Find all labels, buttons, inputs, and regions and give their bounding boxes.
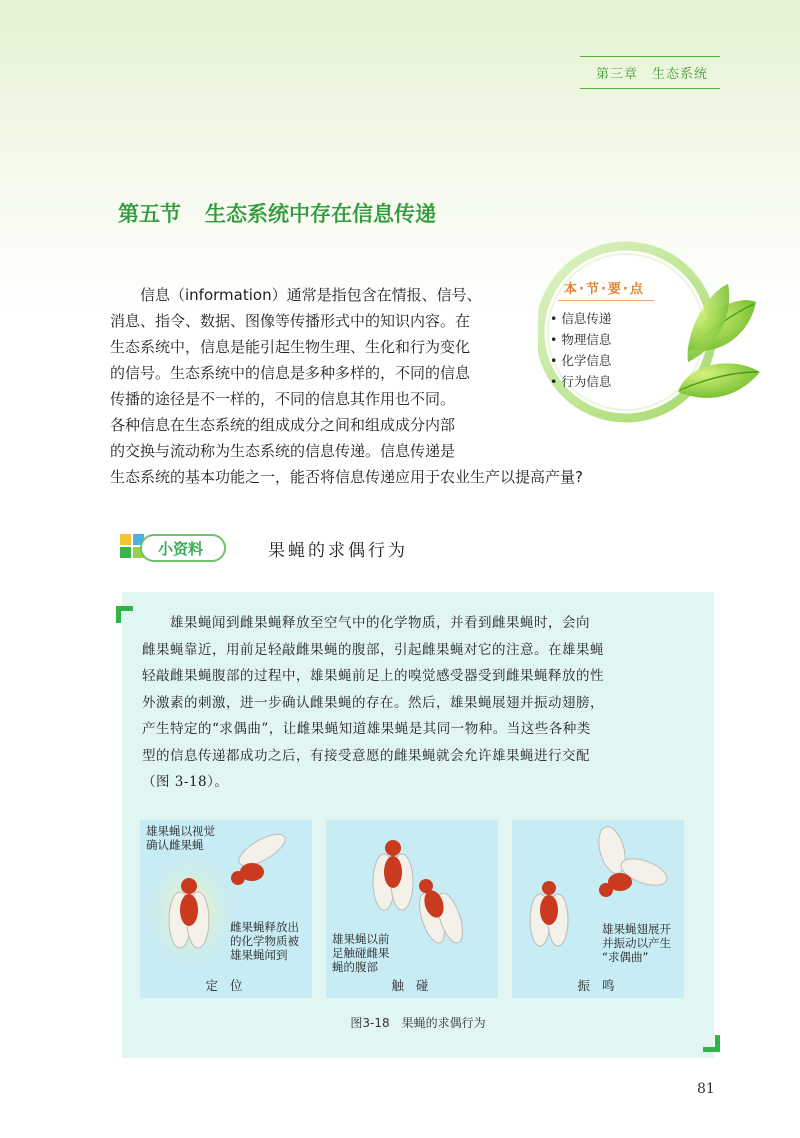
- intro-line: 传播的途径是不一样的，不同的信息其作用也不同。: [110, 390, 456, 408]
- caption-line: 雄果蝇翅展开: [602, 922, 671, 936]
- corner-mark: [116, 606, 133, 623]
- info-line: 产生特定的“求偶曲”，让雌果蝇知道雄果蝇是其同一物种。当这些各种类: [142, 721, 591, 737]
- info-box: [122, 592, 714, 1058]
- panel-caption: [230, 920, 299, 962]
- caption-line: 雌果蝇释放出: [230, 920, 299, 934]
- info-body: [142, 610, 702, 796]
- intro-line: 信息（information）通常是指包含在情报、信号、: [110, 286, 482, 304]
- intro-line: 各种信息在生态系统的组成成分之间和组成成分内部: [110, 416, 456, 434]
- chapter-title: 第三章 生态系统: [596, 67, 709, 82]
- info-line: 型的信息传递都成功之后，有接受意愿的雌果蝇就会允许雄果蝇进行交配: [142, 747, 590, 764]
- intro-line: 生态系统中，信息是能引起生物生理、生化和行为变化: [110, 338, 471, 356]
- header-rule-top: [580, 56, 720, 57]
- key-points-rule: [558, 300, 654, 301]
- key-point-item: • 物理信息: [550, 329, 611, 350]
- key-points-title: 本·节·要·点: [564, 282, 645, 297]
- section-title: [118, 198, 436, 228]
- caption-line: 足触碰雌果: [332, 946, 390, 960]
- key-points-panel: [538, 232, 768, 442]
- caption-line: 蝇的腹部: [332, 960, 378, 974]
- page-number: 81: [697, 1081, 715, 1097]
- fly-illustration-icon: [512, 820, 684, 998]
- caption-line: 雄果蝇闻到: [230, 948, 288, 962]
- intro-line: 的信号。生态系统中的信息是多种多样的，不同的信息: [110, 364, 471, 382]
- caption-line: “求偶曲”: [602, 950, 649, 964]
- info-tag-label: 小资料: [158, 540, 204, 558]
- section-number: 第五节: [118, 201, 181, 226]
- figure-caption: 图3-18 果蝇的求偶行为: [350, 1016, 486, 1030]
- info-line: 雌果蝇靠近，用前足轻敲雌果蝇的腹部，引起雌果蝇对它的注意。在雄果蝇: [142, 641, 604, 658]
- key-point-item: • 行为信息: [550, 371, 611, 392]
- intro-line: 的交换与流动称为生态系统的信息传递。信息传递是: [110, 442, 456, 460]
- figure-panels: [140, 820, 710, 1000]
- key-points-list: [550, 308, 611, 392]
- panel-title: 定 位: [205, 978, 247, 993]
- section-name: 生态系统中存在信息传递: [205, 201, 436, 226]
- key-point-item: • 化学信息: [550, 350, 611, 371]
- caption-line: 的化学物质被: [230, 934, 299, 948]
- panel-title: 触 碰: [391, 978, 433, 993]
- info-heading: 果蝇的求偶行为: [268, 541, 408, 561]
- caption-line: 雄果蝇以视觉: [146, 824, 215, 838]
- figure-panel-touch: [326, 820, 498, 998]
- intro-line: 生态系统的基本功能之一，能否将信息传递应用于农业生产以提高产量?: [110, 468, 583, 486]
- chapter-header: [580, 50, 720, 90]
- corner-mark: [703, 1035, 720, 1052]
- panel-caption: [332, 932, 390, 974]
- panel-title: 振 鸣: [577, 978, 619, 993]
- info-tag: [118, 530, 228, 562]
- info-line: 轻敲雌果蝇腹部的过程中，雄果蝇前足上的嗅觉感受器受到雌果蝇释放的性: [142, 668, 604, 684]
- caption-line: 并振动以产生: [602, 936, 671, 950]
- intro-line: 消息、指令、数据、图像等传播形式中的知识内容。在: [110, 312, 471, 330]
- figure-panel-locate: [140, 820, 312, 998]
- panel-caption: [602, 922, 671, 964]
- info-line: （图 3-18）。: [142, 774, 229, 790]
- info-line: 外激素的刺激，进一步确认雌果蝇的存在。然后，雄果蝇展翅并振动翅膀，: [142, 694, 604, 711]
- key-point-item: • 信息传递: [550, 308, 611, 329]
- figure-panel-vibrate: [512, 820, 684, 998]
- info-line: 雄果蝇闻到雌果蝇释放至空气中的化学物质，并看到雌果蝇时，会向: [142, 615, 590, 631]
- caption-line: 确认雌果蝇: [146, 838, 204, 852]
- panel-caption: [146, 824, 215, 852]
- header-rule-bottom: [580, 88, 720, 89]
- caption-line: 雄果蝇以前: [332, 932, 390, 946]
